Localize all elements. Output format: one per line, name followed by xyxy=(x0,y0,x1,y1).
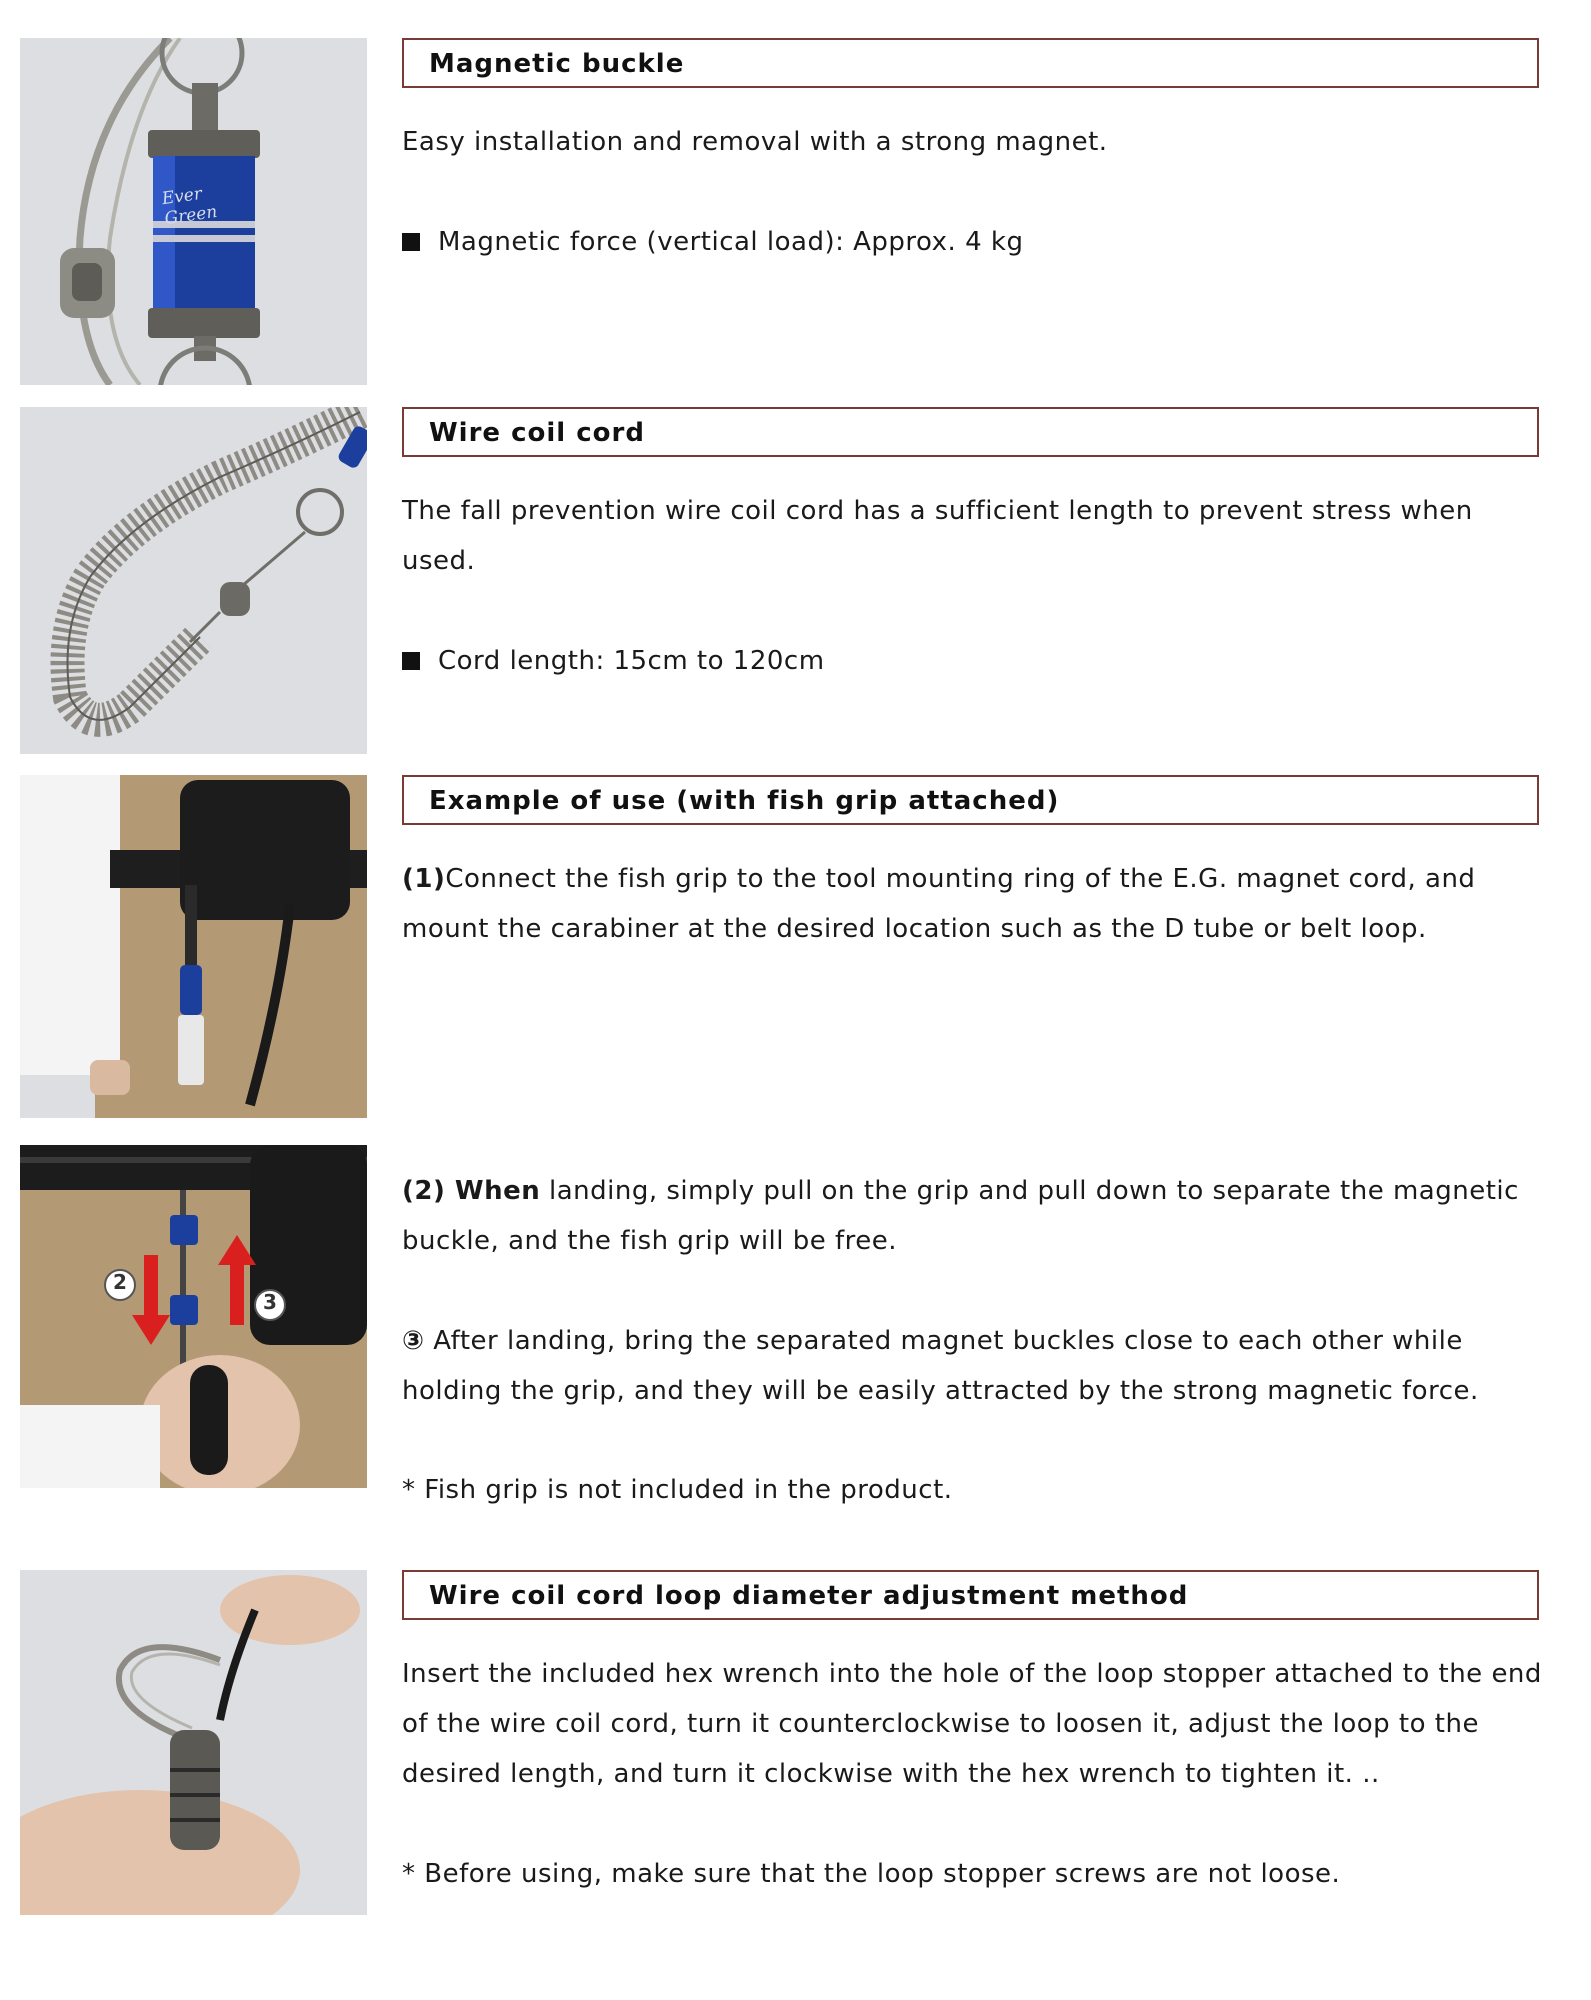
wire-coil-cord-description: The fall prevention wire coil cord has a sufficient length to prevent stress when used. xyxy=(402,496,1473,576)
loop-adjustment-description: Insert the included hex wrench into the hole of the loop stopper attached to the end of the wire coil cord, turn it counterclockwise to loosen it, adjust the loop to the desired length, and turn it clockwise with the hex wrench to tighten it. .. xyxy=(402,1659,1542,1789)
step-3-body: After landing, bring the separated magnet buckles close to each other while holding the grip, and they will be easily attracted by the strong magnetic force. xyxy=(402,1326,1479,1406)
section-heading-wire-coil-cord xyxy=(402,407,1539,457)
bullet-square-icon xyxy=(402,233,420,251)
step-1-text xyxy=(402,854,1542,954)
step-2-marker: (2) When xyxy=(402,1176,541,1206)
heading-text: Magnetic buckle xyxy=(429,49,685,79)
step-3-marker: ③ xyxy=(402,1326,425,1356)
loop-stopper-note: * Before using, make sure that the loop stopper screws are not loose. xyxy=(402,1859,1341,1889)
landing-steps-photo xyxy=(20,1145,367,1488)
section-heading-magnetic-buckle xyxy=(402,38,1539,88)
step-1-body: Connect the fish grip to the tool mounting ring of the E.G. magnet cord, and mount the carabiner at the desired location such as the D tube or belt loop. xyxy=(402,864,1476,944)
cord-length-spec xyxy=(402,636,1542,686)
step-2-body: landing, simply pull on the grip and pull down to separate the magnetic buckle, and the fish grip will be free. xyxy=(402,1176,1519,1256)
section-heading-example-of-use xyxy=(402,775,1539,825)
section-heading-loop-adjustment xyxy=(402,1570,1539,1620)
photo-label-3: 3 xyxy=(263,1290,277,1314)
step-1-marker: (1) xyxy=(402,864,446,894)
spec-text: Cord length: 15cm to 120cm xyxy=(438,646,825,676)
step-3-text xyxy=(402,1316,1542,1416)
bullet-square-icon xyxy=(402,652,420,670)
heading-text: Wire coil cord xyxy=(429,418,645,448)
heading-text: Example of use (with fish grip attached) xyxy=(429,786,1060,816)
step-2-text xyxy=(402,1166,1542,1266)
magnetic-force-spec xyxy=(402,217,1542,267)
photo-label-2: 2 xyxy=(113,1270,127,1294)
heading-text: Wire coil cord loop diameter adjustment method xyxy=(429,1581,1189,1611)
magnetic-buckle-description: Easy installation and removal with a strong magnet. xyxy=(402,127,1108,157)
magnetic-buckle-photo xyxy=(20,38,367,385)
fish-grip-note: * Fish grip is not included in the product. xyxy=(402,1475,953,1505)
wire-coil-cord-photo xyxy=(20,407,367,754)
example-of-use-photo xyxy=(20,775,367,1118)
spec-text: Magnetic force (vertical load): Approx. 4 kg xyxy=(438,227,1024,257)
loop-adjustment-photo xyxy=(20,1570,367,1915)
product-logo: Ever Green xyxy=(160,183,219,230)
